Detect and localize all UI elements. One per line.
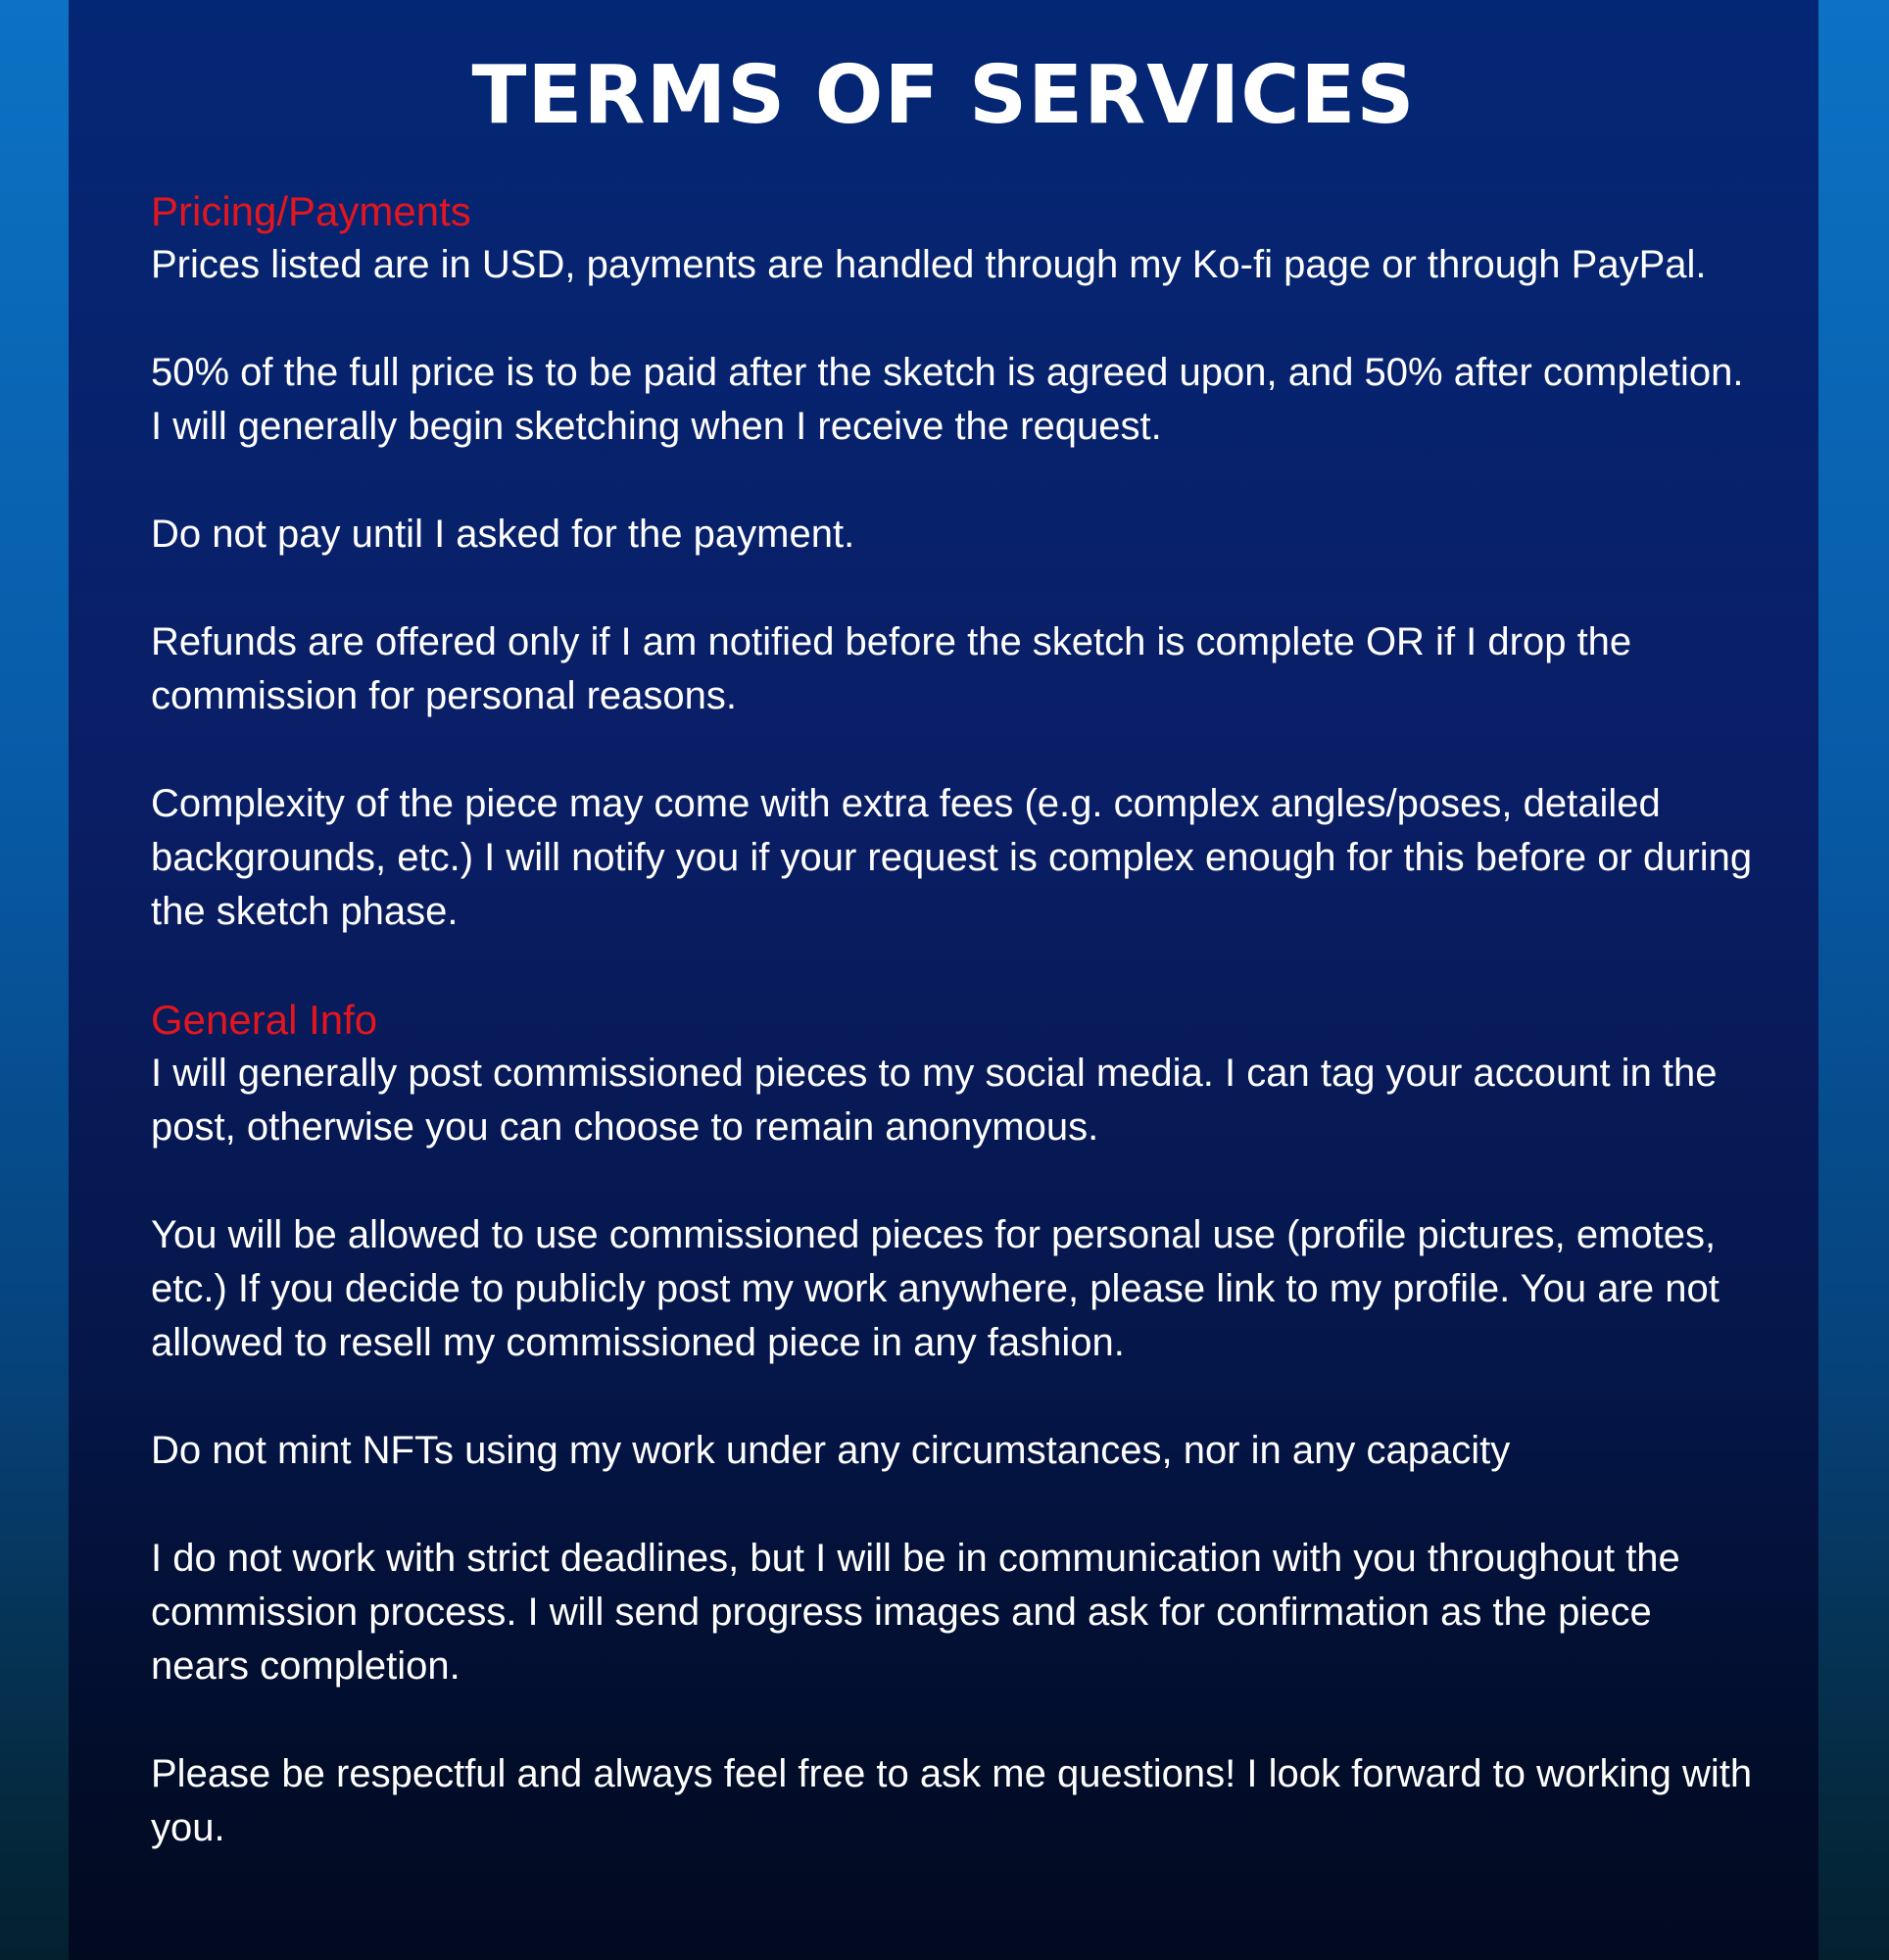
tos-panel [69,0,1818,1960]
page-title: TERMS OF SERVICES [471,49,1416,142]
section-general-info [151,993,1758,1855]
section-heading: Pricing/Payments [151,188,471,234]
paragraph: Complexity of the piece may come with extra fees (e.g. complex angles/poses, detailed backgrounds, etc.) I will notify you if your request is complex enough for this before or during the sketch phase. [151,782,1753,933]
paragraph: Do not pay until I asked for the payment. [151,513,855,556]
paragraph: I do not work with strict deadlines, but I will be in communication with you throughout the commission process. I will send progress images and ask for confirmation as the piece nears completion. [151,1537,1680,1688]
section-heading: General Info [151,997,378,1043]
paragraph: Please be respectful and always feel free to ask me questions! I look forward to working with you. [151,1752,1753,1849]
paragraph: Do not mint NFTs using my work under any circumstances, nor in any capacity [151,1429,1511,1472]
paragraph: Refunds are offered only if I am notified before the sketch is complete OR if I drop the commission for personal reasons. [151,620,1632,717]
paragraph: I will generally post commissioned pieces to my social media. I can tag your account in the post, otherwise you can choose to remain anonymous. [151,1052,1718,1149]
tos-content [151,184,1758,1909]
section-pricing-payments [151,184,1758,939]
paragraph: Prices listed are in USD, payments are handled through my Ko-fi page or through PayPal. [151,243,1707,286]
paragraph: You will be allowed to use commissioned pieces for personal use (profile pictures, emotes, etc.) If you decide to publicly post my work anywhere, please link to my profile. You are not allowed to resell my commissioned piece in any fashion. [151,1213,1719,1364]
paragraph: 50% of the full price is to be paid after the sketch is agreed upon, and 50% after completion. I will generally begin sketching when I receive the request. [151,351,1744,448]
